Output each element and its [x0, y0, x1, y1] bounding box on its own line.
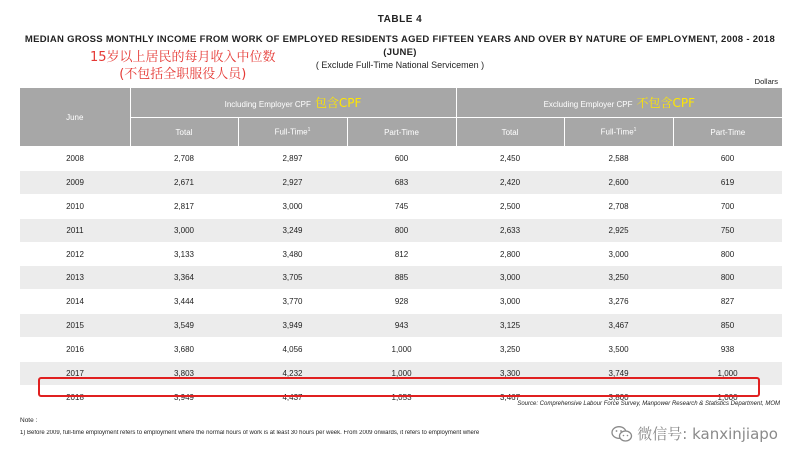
value-cell: 2,927	[238, 170, 347, 194]
value-cell: 600	[347, 147, 456, 171]
value-cell: 2,600	[564, 170, 673, 194]
value-cell: 2,500	[456, 194, 564, 218]
header-incl-total: Total	[130, 118, 238, 147]
value-cell: 938	[673, 338, 782, 362]
value-cell: 3,800	[564, 385, 673, 409]
value-cell: 3,133	[130, 242, 238, 266]
year-cell: 2018	[20, 385, 130, 409]
value-cell: 3,480	[238, 242, 347, 266]
value-cell: 3,000	[238, 194, 347, 218]
note-label: Note :	[20, 417, 38, 424]
value-cell: 3,125	[456, 314, 564, 338]
value-cell: 2,633	[456, 218, 564, 242]
value-cell: 885	[347, 266, 456, 290]
header-excluding-cpf	[456, 88, 782, 118]
header-excluding-zh: 不包含CPF	[636, 96, 696, 110]
table-row	[20, 290, 782, 314]
value-cell: 3,000	[130, 218, 238, 242]
value-cell: 3,770	[238, 290, 347, 314]
table-heading: MEDIAN GROSS MONTHLY INCOME FROM WORK OF EMPLOYED RESIDENTS AGED FIFTEEN YEARS AND OVER BY NATURE OF EMPLOYMENT, 2008 - 2018 (JUNE)	[24, 34, 776, 58]
value-cell: 800	[673, 242, 782, 266]
value-cell: 2,800	[456, 242, 564, 266]
header-excl-part-time: Part-Time	[673, 118, 782, 147]
watermark-text: 微信号: kanxinjiapo	[637, 425, 778, 443]
value-cell: 812	[347, 242, 456, 266]
value-cell: 3,803	[130, 362, 238, 386]
header-row-groups	[20, 88, 782, 118]
table-row	[20, 314, 782, 338]
income-table	[20, 88, 782, 410]
value-cell: 3,000	[456, 290, 564, 314]
value-cell: 2,708	[130, 147, 238, 171]
value-cell: 3,276	[564, 290, 673, 314]
year-cell: 2014	[20, 290, 130, 314]
year-cell: 2013	[20, 266, 130, 290]
header-excl-full-time-label: Full-Time	[600, 127, 634, 137]
value-cell: 4,232	[238, 362, 347, 386]
value-cell: 3,300	[456, 362, 564, 386]
value-cell: 2,420	[456, 170, 564, 194]
header-excl-full-time	[564, 118, 673, 147]
value-cell: 2,588	[564, 147, 673, 171]
value-cell: 827	[673, 290, 782, 314]
value-cell: 750	[673, 218, 782, 242]
value-cell: 3,549	[130, 314, 238, 338]
value-cell: 3,000	[456, 266, 564, 290]
year-cell: 2009	[20, 170, 130, 194]
value-cell: 700	[673, 194, 782, 218]
header-excluding-label: Excluding Employer CPF	[543, 100, 633, 109]
value-cell: 3,250	[456, 338, 564, 362]
value-cell: 800	[673, 266, 782, 290]
header-row-columns	[20, 118, 782, 147]
value-cell: 1,053	[347, 385, 456, 409]
value-cell: 3,949	[238, 314, 347, 338]
value-cell: 3,467	[456, 385, 564, 409]
value-cell: 1,000	[673, 362, 782, 386]
value-cell: 3,680	[130, 338, 238, 362]
value-cell: 850	[673, 314, 782, 338]
value-cell: 3,364	[130, 266, 238, 290]
value-cell: 2,897	[238, 147, 347, 171]
table-row	[20, 242, 782, 266]
annotation-line-1: 15岁以上居民的每月收入中位数	[90, 50, 276, 65]
value-cell: 600	[673, 147, 782, 171]
table-label: TABLE 4	[377, 14, 423, 25]
table-subheading: ( Exclude Full-Time National Servicemen )	[315, 60, 485, 70]
value-cell: 943	[347, 314, 456, 338]
value-cell: 3,249	[238, 218, 347, 242]
header-june: June	[20, 88, 130, 147]
value-cell: 3,749	[564, 362, 673, 386]
table-row	[20, 338, 782, 362]
wechat-icon	[611, 425, 633, 443]
header-including-label: Including Employer CPF	[224, 100, 311, 109]
year-cell: 2008	[20, 147, 130, 171]
value-cell: 3,949	[130, 385, 238, 409]
table-body	[20, 147, 782, 410]
wechat-watermark	[611, 423, 778, 444]
value-cell: 2,708	[564, 194, 673, 218]
highlight-box-2018	[38, 377, 760, 397]
units-label: Dollars	[754, 77, 778, 86]
annotation-line-2: (不包括全职服役人员)	[119, 67, 247, 82]
table-row	[20, 170, 782, 194]
year-cell: 2010	[20, 194, 130, 218]
value-cell: 619	[673, 170, 782, 194]
value-cell: 2,450	[456, 147, 564, 171]
value-cell: 4,056	[238, 338, 347, 362]
header-excl-total: Total	[456, 118, 564, 147]
value-cell: 3,250	[564, 266, 673, 290]
year-cell: 2017	[20, 362, 130, 386]
year-cell: 2012	[20, 242, 130, 266]
header-incl-part-time: Part-Time	[347, 118, 456, 147]
value-cell: 800	[347, 218, 456, 242]
value-cell: 1,000	[347, 338, 456, 362]
value-cell: 1,000	[347, 362, 456, 386]
year-cell: 2011	[20, 218, 130, 242]
table-row	[20, 194, 782, 218]
value-cell: 2,925	[564, 218, 673, 242]
year-cell: 2015	[20, 314, 130, 338]
value-cell: 3,467	[564, 314, 673, 338]
value-cell: 928	[347, 290, 456, 314]
header-including-zh: 包含CPF	[314, 96, 362, 110]
value-cell: 3,500	[564, 338, 673, 362]
value-cell: 683	[347, 170, 456, 194]
table-row	[20, 266, 782, 290]
header-incl-full-time	[238, 118, 347, 147]
year-cell: 2016	[20, 338, 130, 362]
value-cell: 3,444	[130, 290, 238, 314]
value-cell: 3,705	[238, 266, 347, 290]
value-cell: 1,000	[673, 385, 782, 409]
value-cell: 4,437	[238, 385, 347, 409]
value-cell: 2,671	[130, 170, 238, 194]
value-cell: 745	[347, 194, 456, 218]
footnote-marker: 1	[307, 127, 311, 134]
table-row	[20, 147, 782, 171]
header-including-cpf	[130, 88, 456, 118]
chinese-annotation	[90, 49, 276, 83]
value-cell: 2,817	[130, 194, 238, 218]
value-cell: 3,000	[564, 242, 673, 266]
table-row	[20, 218, 782, 242]
header-incl-full-time-label: Full-Time	[274, 127, 308, 137]
source-note: Source: Comprehensive Labour Force Survey, Manpower Research & Statistics Department, MOM	[517, 401, 780, 407]
footnote-text: 1) Before 2009, full-time employment refers to employment where the normal hours of work is at least 30 hours per week. From 2009 onwards, it refers to employment where	[20, 430, 480, 436]
footnote-marker: 1	[633, 127, 637, 134]
